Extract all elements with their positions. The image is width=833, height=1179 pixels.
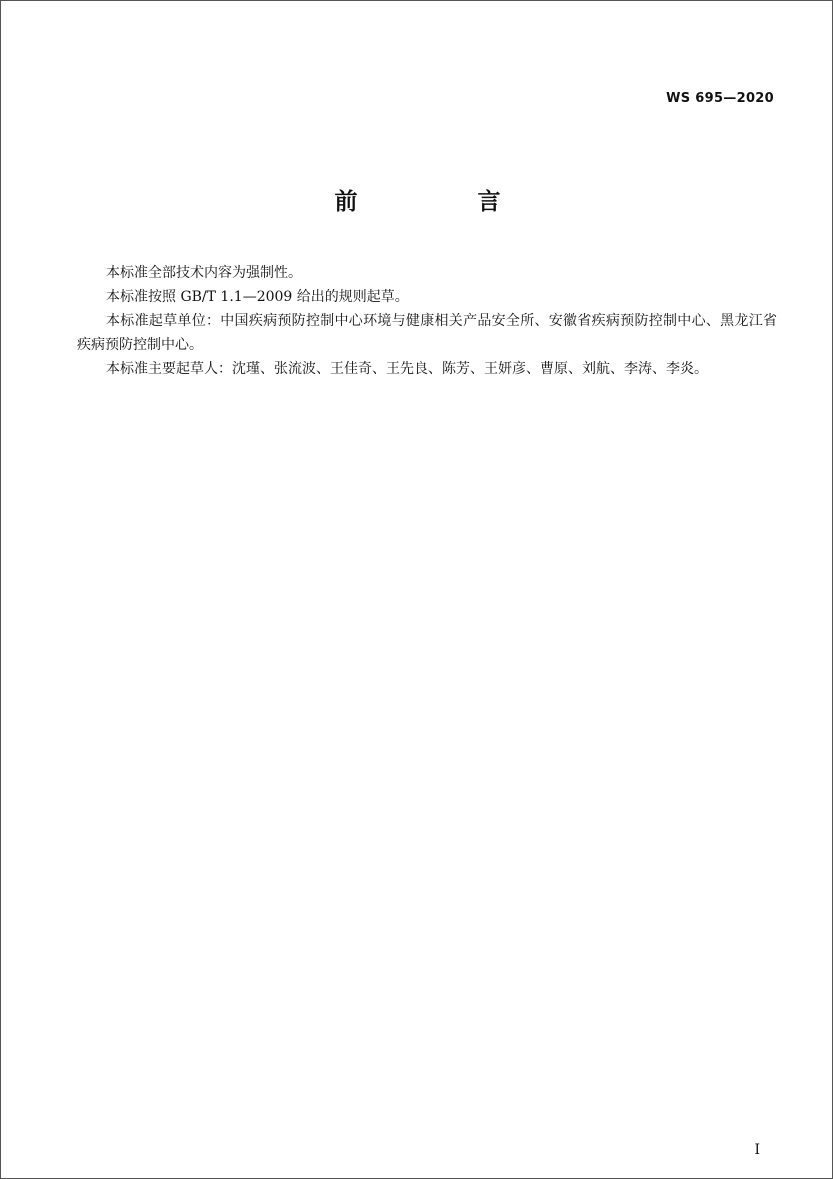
paragraph-drafting-units: 本标准起草单位：中国疾病预防控制中心环境与健康相关产品安全所、安徽省疾病预防控制中心、黑龙江省疾病预防控制中心。 [77,313,777,353]
document-code: WS 695—2020 [666,91,774,106]
paragraph-drafters: 本标准主要起草人：沈瑾、张流波、王佳奇、王先良、陈芳、王妍彦、曹原、刘航、李涛、李炎。 [106,361,708,377]
paragraph-drafting-rules: 本标准按照 GB/T 1.1—2009 给出的规则起草。 [106,289,409,305]
paragraph-mandatory: 本标准全部技术内容为强制性。 [106,265,302,281]
page-title: 前 言 [334,189,557,215]
foreword-body [77,261,777,381]
page-number: I [754,1142,760,1158]
